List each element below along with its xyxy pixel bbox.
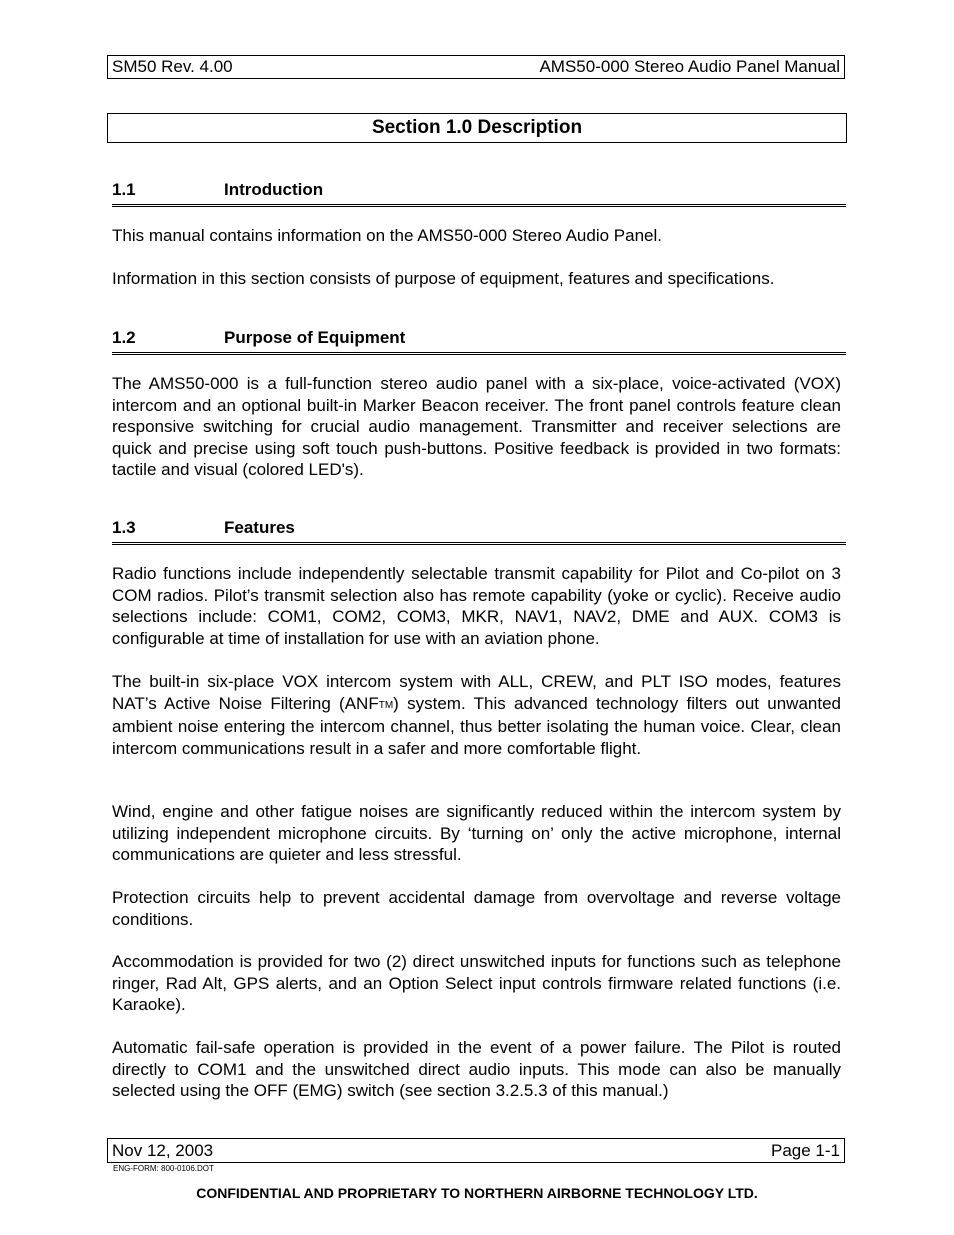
paragraph: Protection circuits help to prevent accidental damage from overvoltage and reverse voltage conditions. bbox=[112, 888, 841, 929]
paragraph: Radio functions include independently selectable transmit capability for Pilot and Co-pilot on 3 COM radios. Pilot’s transmit selection also has remote capability (yoke or cyclic). Receive audio selections include: COM1, COM2, COM3, MKR, NAV1, NAV2, DME and AUX. COM3 is configurable at time of installation for use with an aviation phone. bbox=[112, 564, 841, 648]
page-footer bbox=[107, 1138, 845, 1163]
heading-number: 1.1 bbox=[112, 180, 136, 199]
heading-features bbox=[112, 518, 846, 545]
paragraph-anf bbox=[112, 671, 841, 759]
heading-title: Purpose of Equipment bbox=[224, 328, 406, 347]
heading-purpose-of-equipment bbox=[112, 328, 846, 355]
header-manual-title: AMS50-000 Stereo Audio Panel Manual bbox=[539, 57, 840, 76]
form-code: ENG-FORM: 800-0106.DOT bbox=[113, 1164, 214, 1173]
paragraph: Accommodation is provided for two (2) direct unswitched inputs for functions such as telephone ringer, Rad Alt, GPS alerts, and an Option Select input controls firmware related functions (i.e. Karaoke). bbox=[112, 952, 841, 1015]
heading-title: Introduction bbox=[224, 180, 324, 199]
page-header bbox=[107, 55, 845, 79]
paragraph: Automatic fail-safe operation is provided in the event of a power failure. The Pilot is routed directly to COM1 and the unswitched direct audio inputs. This mode can also be manually selected using the OFF (EMG) switch (see section 3.2.5.3 of this manual.) bbox=[112, 1038, 841, 1101]
trademark-mark: TM bbox=[378, 699, 394, 711]
heading-number: 1.3 bbox=[112, 518, 136, 537]
confidential-notice: CONFIDENTIAL AND PROPRIETARY TO NORTHERN AIRBORNE TECHNOLOGY LTD. bbox=[196, 1185, 758, 1201]
header-doc-revision: SM50 Rev. 4.00 bbox=[112, 57, 233, 76]
heading-title: Features bbox=[224, 518, 295, 537]
paragraph: The AMS50-000 is a full-function stereo audio panel with a six-place, voice-activated (VOX) intercom and an optional built-in Marker Beacon receiver. The front panel controls feature clean responsive switching for crucial audio management. Transmitter and receiver selections are quick and precise using soft touch push-buttons. Positive feedback is provided in two formats: tactile and visual (colored LED's). bbox=[112, 374, 841, 480]
heading-introduction bbox=[112, 180, 846, 207]
footer-page-number: Page 1-1 bbox=[771, 1140, 840, 1160]
paragraph: Wind, engine and other fatigue noises are significantly reduced within the intercom system by utilizing independent microphone circuits. By ‘turning on’ only the active microphone, internal communications are quieter and less stressful. bbox=[112, 802, 841, 865]
footer-date: Nov 12, 2003 bbox=[112, 1140, 214, 1160]
anf-text-before: The built-in six-place VOX intercom system with ALL, CREW, and PLT ISO modes, features NAT’s Active Noise Filtering (ANF bbox=[112, 672, 841, 713]
section-title: Section 1.0 Description bbox=[107, 113, 847, 143]
heading-number: 1.2 bbox=[112, 328, 136, 347]
paragraph: Information in this section consists of purpose of equipment, features and specifications. bbox=[112, 269, 775, 288]
anf-text-after: ) system. This advanced technology filters out unwanted ambient noise entering the intercom channel, thus better isolating the human voice. Clear, clean intercom communications result in a safer and more comfortable flight. bbox=[112, 693, 841, 758]
paragraph: This manual contains information on the AMS50-000 Stereo Audio Panel. bbox=[112, 226, 663, 245]
